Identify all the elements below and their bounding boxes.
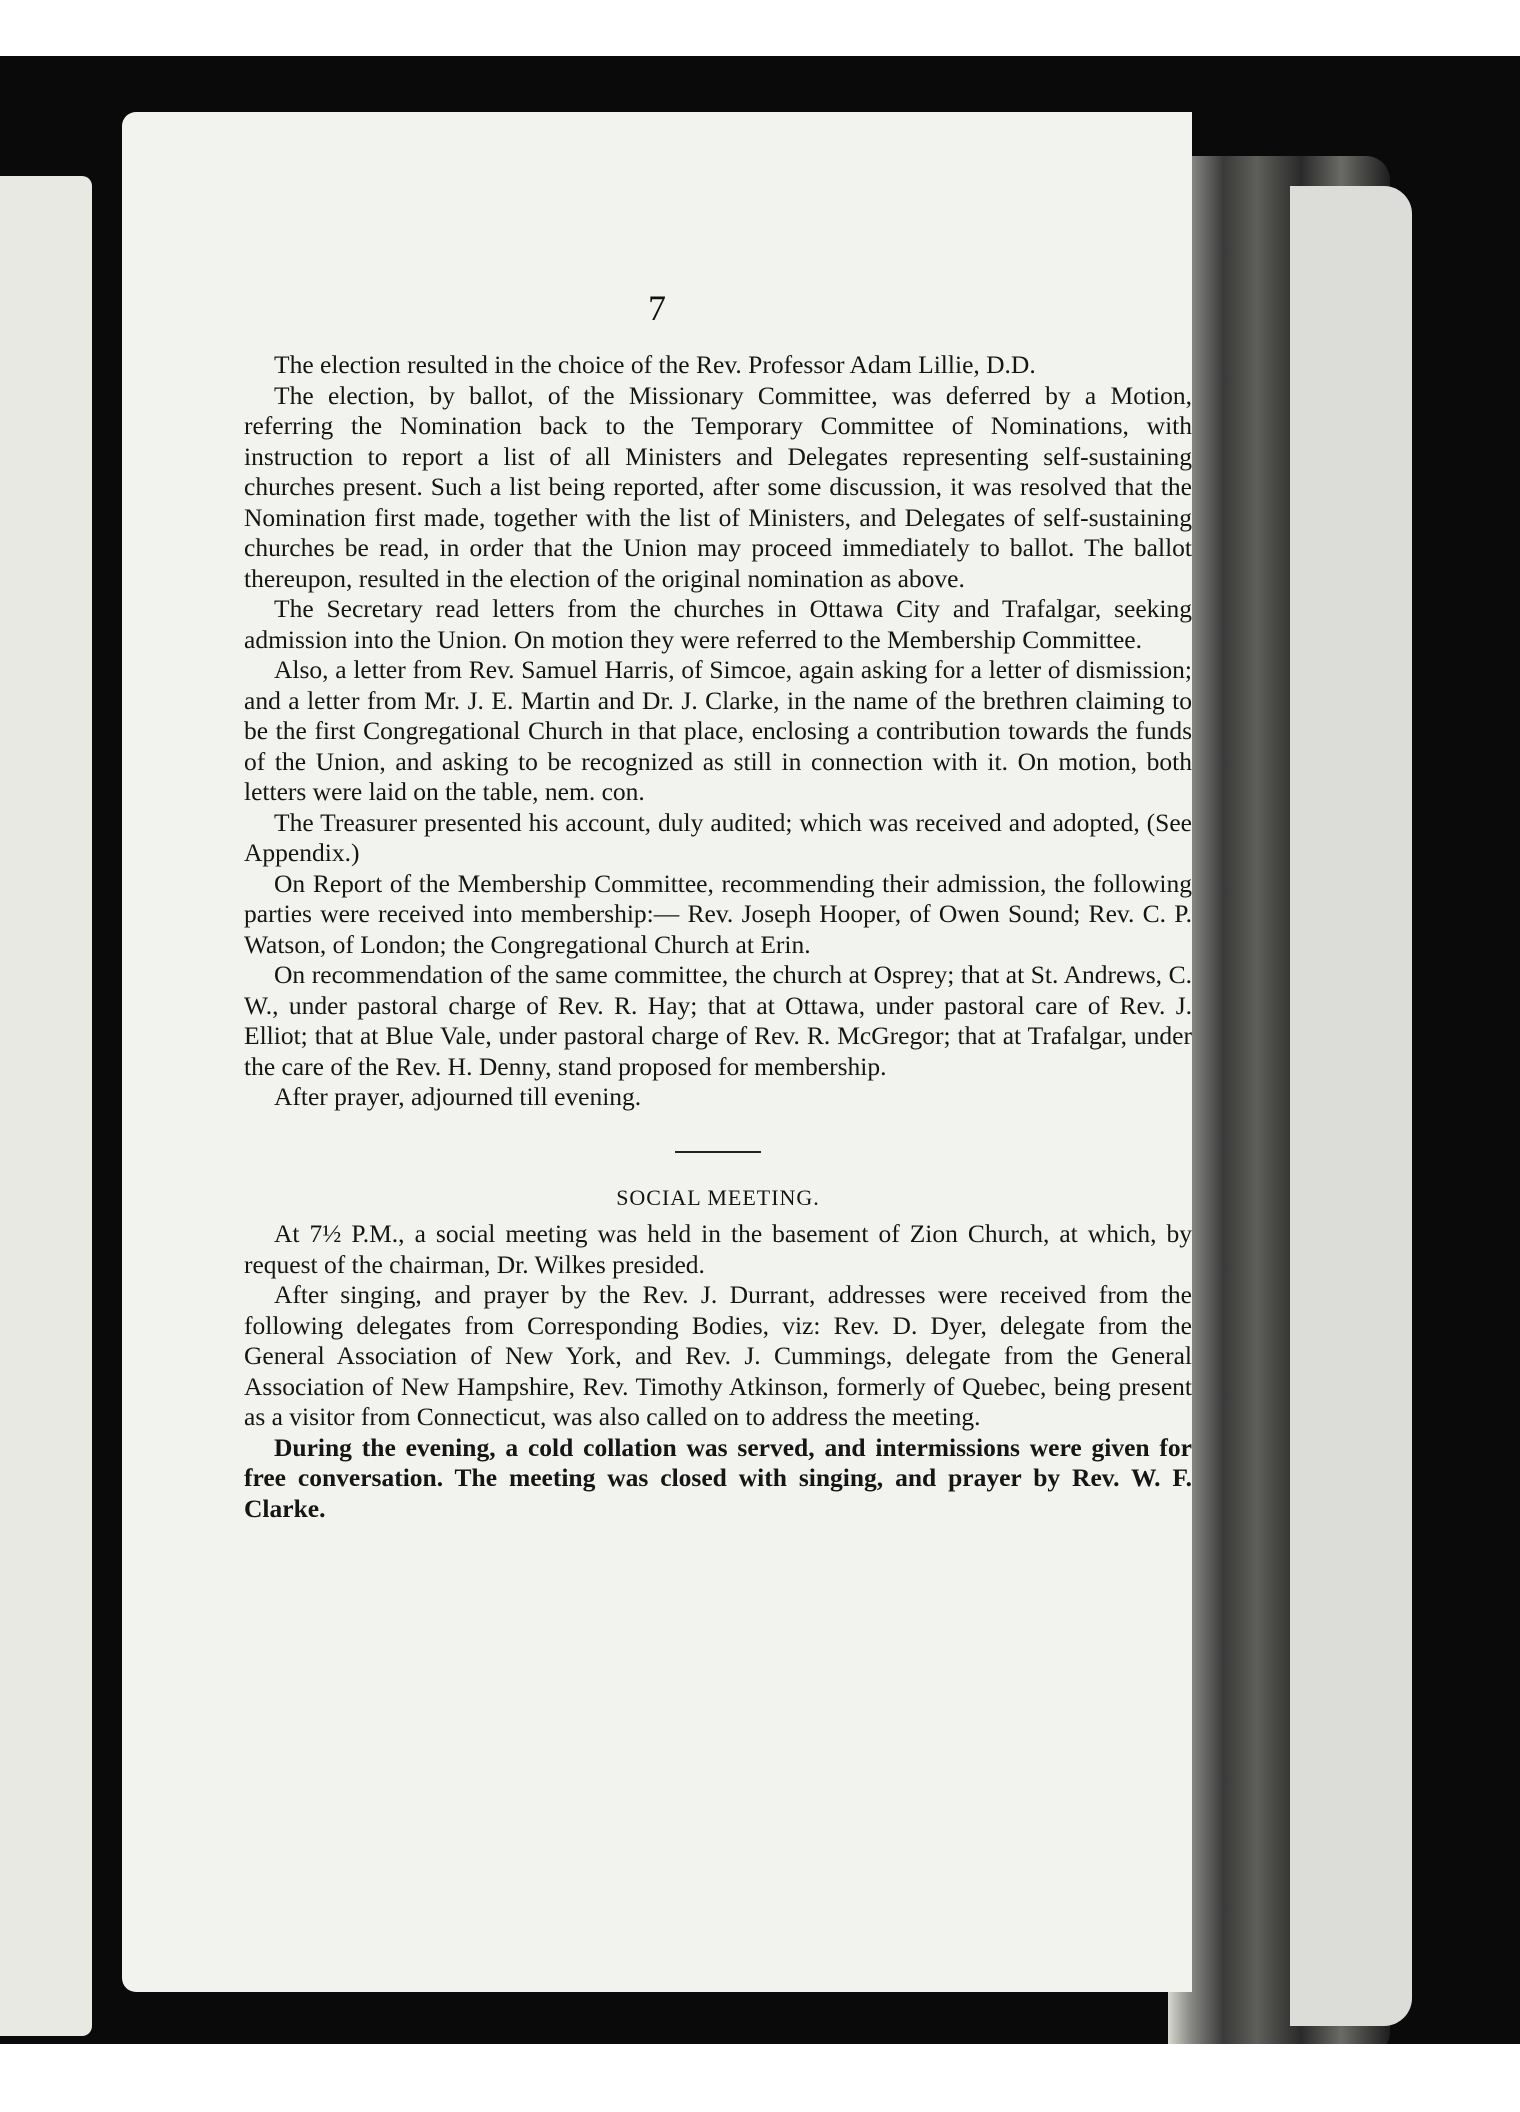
paragraph-election-result: The election resulted in the choice of the Rev. Professor Adam Lillie, D.D. xyxy=(274,350,1036,379)
paragraph-addresses: After singing, and prayer by the Rev. J. Durrant, addresses were received from the following delegates from Corresponding Bodies, viz: Rev. D. Dyer, delegate from the General Association of New York, and Rev. J. Cummings, delegate from the General Association of New Hampshire, Rev. Timothy Atkinson, formerly of Quebec, being present as a visitor from Connecticut, was also called on to address the meeting. xyxy=(244,1280,1192,1431)
page-number: 7 xyxy=(648,288,666,328)
section-divider xyxy=(675,1151,761,1153)
paragraph-treasurer: The Treasurer presented his account, duly audited; which was received and adopted, (See Appendix.) xyxy=(244,807,1192,867)
paragraph-closing: During the evening, a cold collation was served, and intermissions were given for free conversation. The meeting was closed with singing, and prayer by Rev. W. F. Clarke. xyxy=(244,1432,1192,1523)
right-board-edge xyxy=(1290,186,1412,2026)
paragraph-adjourned: After prayer, adjourned till evening. xyxy=(274,1082,642,1111)
facing-page-edge xyxy=(0,176,92,2036)
document-page xyxy=(122,112,1192,1992)
page-body xyxy=(244,350,1192,1524)
paragraph-membership-report: On Report of the Membership Committee, recommending their admission, the following parties were received into membership:— Rev. Joseph Hooper, of Owen Sound; Rev. C. P. Watson, of London; the Congregational Church at Erin. xyxy=(244,868,1192,959)
section-heading: SOCIAL MEETING. xyxy=(616,1184,820,1210)
paragraph-missionary-committee: The election, by ballot, of the Missionary Committee, was deferred by a Motion, referring the Nomination back to the Temporary Committee of Nominations, with instruction to report a list of all Ministers and Delegates representing self-sustaining churches present. Such a list being reported, after some discussion, it was resolved that the Nomination first made, together with the list of Ministers, and Delegates of self-sustaining churches be read, in order that the Union may proceed immediately to ballot. The ballot thereupon, resulted in the election of the original nomination as above. xyxy=(244,380,1192,593)
paragraph-proposed-members: On recommendation of the same committee, the church at Osprey; that at St. Andrews, C. W., under pastoral charge of Rev. R. Hay; that at Ottawa, under pastoral care of Rev. J. Elliot; that at Blue Vale, under pastoral charge of Rev. R. McGregor; that at Trafalgar, under the care of the Rev. H. Denny, stand proposed for membership. xyxy=(244,960,1192,1081)
paragraph-harris-letter: Also, a letter from Rev. Samuel Harris, of Simcoe, again asking for a letter of dismission; and a letter from Mr. J. E. Martin and Dr. J. Clarke, in the name of the brethren claiming to be the first Congregational Church in that place, enclosing a contribution towards the funds of the Union, and asking to be recognized as still in connection with it. On motion, both letters were laid on the table, nem. con. xyxy=(244,655,1192,806)
paragraph-secretary-letters: The Secretary read letters from the churches in Ottawa City and Trafalgar, seeking admission into the Union. On motion they were referred to the Membership Committee. xyxy=(244,594,1192,654)
paragraph-social-meeting: At 7½ P.M., a social meeting was held in the basement of Zion Church, at which, by request of the chairman, Dr. Wilkes presided. xyxy=(244,1219,1192,1279)
